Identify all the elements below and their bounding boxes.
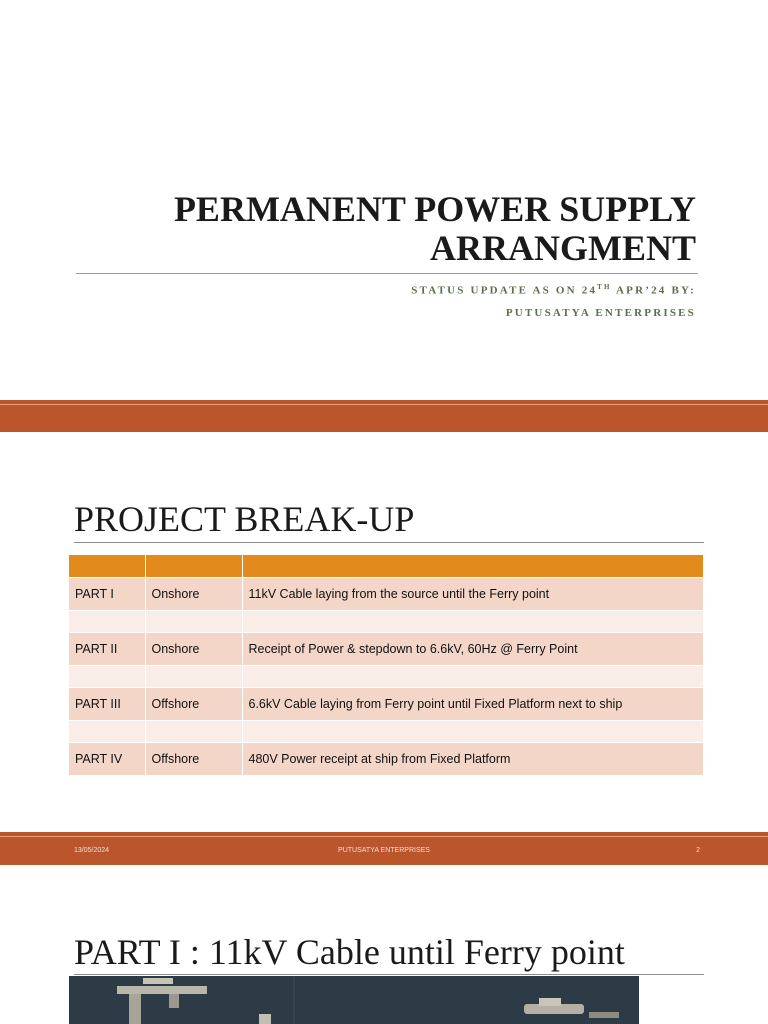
table-row [69, 633, 703, 666]
table-row [69, 688, 703, 721]
part-one-slide [0, 865, 768, 1024]
band-accent-line [0, 836, 768, 837]
slide-title: PART I : 11kV Cable until Ferry point [74, 932, 625, 972]
jetty-structure [169, 994, 179, 1008]
table-header-cell [242, 555, 703, 578]
table-row [69, 743, 703, 776]
aerial-map-image [69, 976, 639, 1024]
title-divider [74, 974, 704, 975]
slide-footer-band [0, 400, 768, 432]
table-spacer-row [69, 611, 703, 633]
table-header-row [69, 555, 703, 578]
slide-title: PROJECT BREAK-UP [74, 499, 415, 539]
description-cell: Receipt of Power & stepdown to 6.6kV, 60Hz @ Ferry Point [242, 633, 703, 666]
company-subtitle: PUTUSATYA ENTERPRISES [505, 307, 696, 319]
table-row [69, 578, 703, 611]
slide-footer-band [0, 832, 768, 865]
empty-cell [242, 721, 703, 743]
jetty-structure [117, 986, 207, 994]
location-cell: Offshore [145, 688, 242, 721]
status-update-date: APR’24 BY: [611, 284, 696, 297]
location-cell: Onshore [145, 633, 242, 666]
title-divider [76, 273, 698, 274]
title-slide [0, 0, 768, 400]
table-spacer-row [69, 721, 703, 743]
empty-cell [69, 611, 145, 633]
status-update-text: STATUS UPDATE AS ON 24 [411, 284, 598, 297]
empty-cell [69, 721, 145, 743]
description-cell: 6.6kV Cable laying from Ferry point until Fixed Platform next to ship [242, 688, 703, 721]
ship-shape [539, 998, 561, 1006]
project-breakup-table [69, 555, 703, 775]
empty-cell [145, 666, 242, 688]
project-breakup-slide [0, 432, 768, 832]
title-divider [74, 542, 704, 543]
footer-company: PUTUSATYA ENTERPRISES [338, 847, 430, 854]
location-cell: Onshore [145, 578, 242, 611]
empty-cell [145, 721, 242, 743]
table-header-cell [145, 555, 242, 578]
slide-title [96, 190, 696, 268]
empty-cell [242, 666, 703, 688]
status-update-subtitle [96, 283, 696, 297]
description-cell: 11kV Cable laying from the source until the Ferry point [242, 578, 703, 611]
jetty-structure [129, 994, 141, 1024]
footer-page-number: 2 [696, 847, 700, 854]
table-header-cell [69, 555, 145, 578]
part-cell: PART I [69, 578, 145, 611]
part-cell: PART IV [69, 743, 145, 776]
status-update-ordinal: TH [597, 283, 612, 291]
empty-cell [145, 611, 242, 633]
empty-cell [69, 666, 145, 688]
jetty-structure [143, 978, 173, 984]
description-cell: 480V Power receipt at ship from Fixed Platform [242, 743, 703, 776]
band-accent-line [0, 404, 768, 405]
part-cell: PART II [69, 633, 145, 666]
slide-title-line-2: ARRANGMENT [430, 228, 696, 268]
jetty-structure [259, 1014, 271, 1024]
part-cell: PART III [69, 688, 145, 721]
slide-title-line-1: PERMANENT POWER SUPPLY [173, 189, 696, 229]
empty-cell [242, 611, 703, 633]
location-cell: Offshore [145, 743, 242, 776]
footer-date: 13/05/2024 [74, 847, 110, 854]
aerial-map-graphic [69, 976, 639, 1024]
table-spacer-row [69, 666, 703, 688]
ship-shape [589, 1012, 619, 1018]
